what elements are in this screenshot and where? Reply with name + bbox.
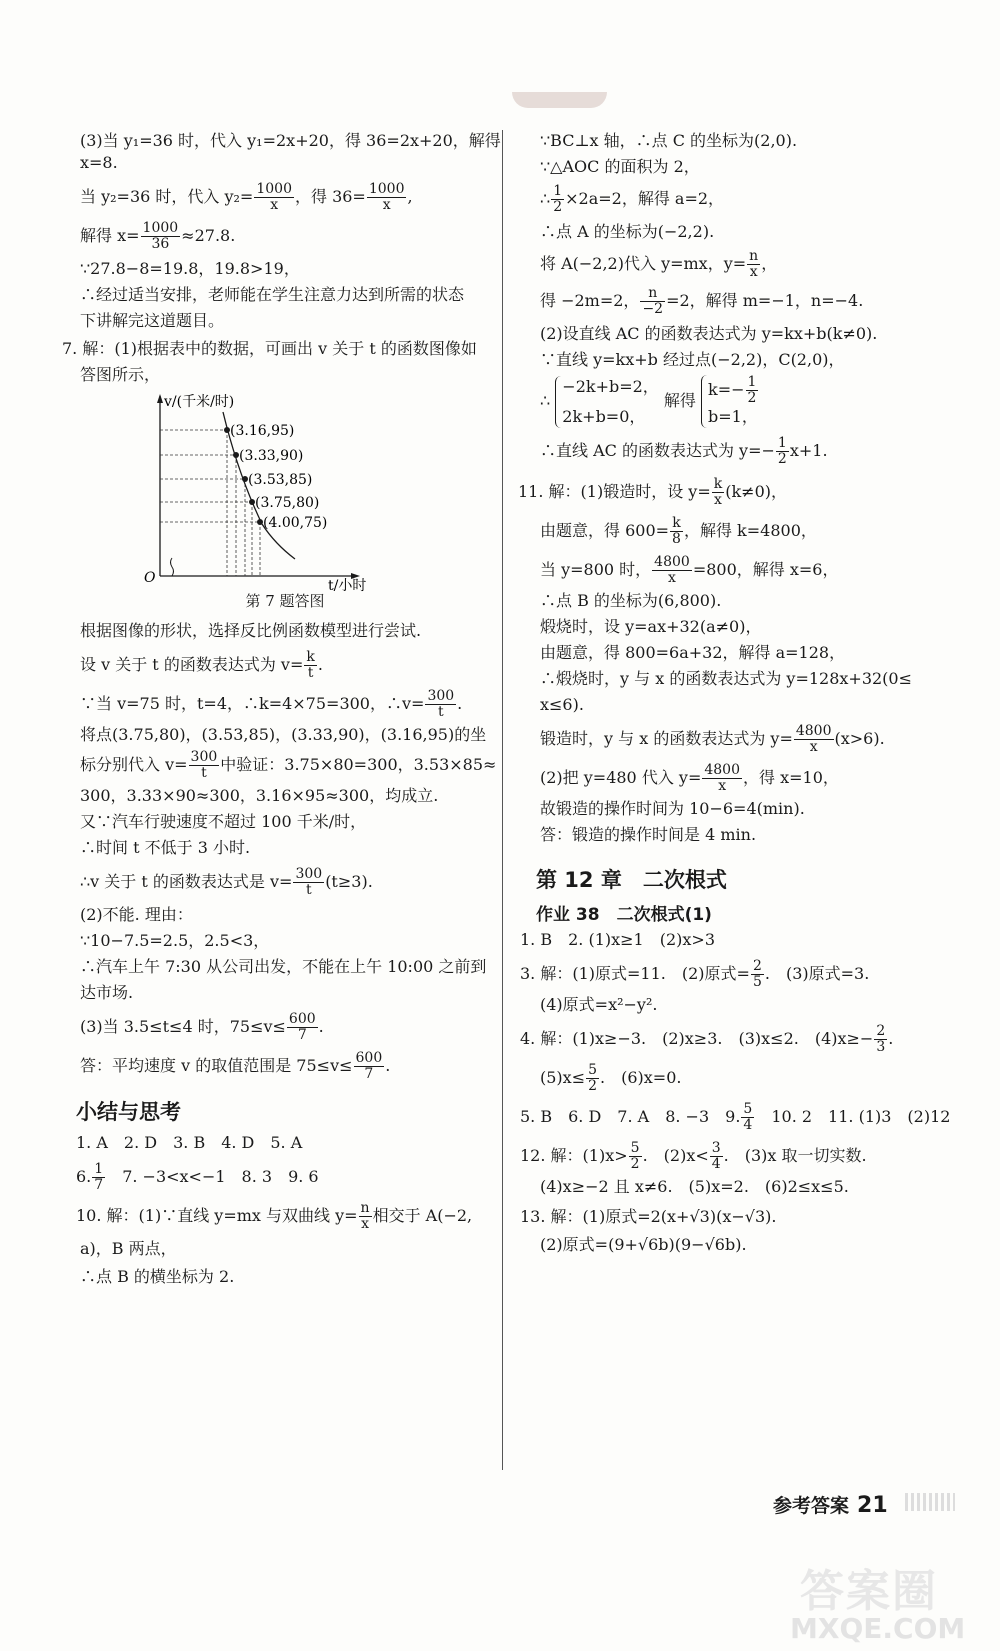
equation: 2k+b=0， (562, 406, 646, 426)
text-line: ∵27.8−8=19.8，19.8>19， (80, 259, 300, 278)
text-line: 1. A 2. D 3. B 4. D 5. A (76, 1133, 303, 1152)
denominator: 3 (876, 1039, 886, 1055)
text-part: (3)当 3.5≤t≤4 时，75≤v≤ (80, 1017, 286, 1036)
numerator: 1 (94, 1161, 104, 1177)
chapter-title: 第 12 章 二次根式 (536, 868, 727, 892)
denominator: 5 (752, 974, 762, 990)
axis-break (171, 558, 174, 576)
fraction (710, 1141, 723, 1172)
fraction (670, 516, 683, 547)
fraction (776, 436, 789, 467)
text-part: 5. B 6. D 7. A 8. −3 9. (520, 1107, 741, 1126)
text-line: 根据图像的形状，选择反比例函数模型进行尝试. (80, 621, 422, 640)
numerator: n (749, 248, 759, 264)
solution: b=1， (708, 407, 758, 426)
fraction (141, 221, 181, 252)
text-part: ， (761, 254, 778, 273)
text-line (76, 1201, 490, 1232)
text-part: 4. 解：(1)x≥−3. (2)x≥3. (3)x≤2. (4)x≥− (520, 1029, 874, 1048)
text-part: (5)x≤ (540, 1068, 586, 1087)
denominator: x (718, 778, 727, 794)
numerator: 3 (711, 1140, 721, 1156)
numerator: 5 (743, 1101, 753, 1117)
fraction (92, 1162, 105, 1193)
denominator: x (668, 570, 676, 586)
brace-left (555, 376, 659, 428)
text-part: 由题意，得 600= (540, 521, 670, 540)
text-line: (4)原式=x²−y². (540, 995, 658, 1014)
text-line (80, 1051, 490, 1082)
text-part: 当 y=800 时， (540, 560, 652, 579)
equation: −2k+b=2， (562, 376, 659, 396)
text-line (80, 221, 490, 252)
text-line (540, 555, 960, 586)
denominator: 2 (588, 1078, 598, 1094)
text-part: (t≥3). (325, 872, 373, 891)
denominator: 4 (743, 1117, 753, 1133)
text-line: 煅烧时，设 y=ax+32(a≠0)， (540, 617, 762, 636)
numerator: 300 (295, 866, 323, 882)
text-line: 又∵汽车行驶速度不超过 100 千米/时， (80, 812, 367, 831)
text-line: 13. 解：(1)原式=2(x+√3)(x−√3). (520, 1207, 777, 1226)
point-label-3: (3.53,85) (248, 472, 313, 488)
text-part: . (888, 1029, 894, 1048)
text-line (540, 1063, 960, 1094)
fraction (293, 867, 324, 898)
text-line (520, 1141, 960, 1172)
text-line (540, 249, 960, 280)
top-decoration (512, 92, 607, 108)
fraction (254, 182, 294, 213)
text-part: , (407, 187, 413, 206)
text-part: k=− (708, 380, 745, 399)
text-part: 3. 解：(1)原式=11. (2)原式= (520, 964, 750, 983)
text-part: 6. (76, 1167, 92, 1186)
text-part: =800，解得 x=6， (692, 560, 839, 579)
numerator: 1 (777, 435, 787, 451)
text-line: ∵△AOC 的面积为 2， (540, 157, 700, 176)
denominator: x (809, 739, 818, 755)
text-part: 11. 解：(1)锻造时，设 y= (518, 482, 711, 501)
denominator: t (307, 665, 314, 681)
text-part: ∵当 v=75 时，t=4，∴k=4×75=300，∴v= (80, 694, 425, 713)
denominator: x (361, 1216, 370, 1232)
text-line: 达市场. (80, 983, 134, 1002)
column-divider (502, 130, 503, 1470)
text-line: (2)设直线 AC 的函数表达式为 y=kx+b(k≠0). (540, 324, 878, 343)
fraction (304, 650, 316, 681)
watermark-url: MXQE.COM (790, 1612, 966, 1645)
fraction (189, 750, 220, 781)
text-part: 答：平均速度 v 的取值范围是 75≤v≤ (80, 1056, 353, 1075)
text-part: . (385, 1056, 391, 1075)
text-part: ∴v 关于 t 的函数表达式是 v= (80, 872, 293, 891)
text-part: 解得 (663, 391, 696, 410)
fraction (874, 1024, 887, 1055)
equation-system (540, 375, 960, 428)
text-line: 下讲解完这道题目。 (80, 311, 225, 330)
text-part: 标分别代入 v= (80, 755, 188, 774)
numerator: 1 (747, 374, 757, 390)
denominator: 2 (553, 199, 563, 215)
text-line: a)，B 两点， (80, 1239, 177, 1258)
fraction (747, 249, 760, 280)
text-part: ∴ (540, 391, 551, 410)
text-part: (k≠0)， (725, 482, 787, 501)
numerator: 1000 (368, 181, 405, 197)
fraction (746, 375, 759, 406)
text-part: 10. 2 11. (1)3 (2)12 (755, 1107, 951, 1126)
fraction (586, 1063, 599, 1094)
numerator: 600 (288, 1011, 316, 1027)
fraction (702, 763, 742, 794)
text-part: (x>6). (834, 729, 885, 748)
text-line (540, 436, 960, 467)
text-line (520, 1024, 960, 1055)
text-part: 当 y₂=36 时，代入 y₂= (80, 187, 254, 206)
text-line: (3)当 y₁=36 时，代入 y₁=2x+20，得 36=2x+20，解得 (80, 131, 501, 150)
text-part: ，得 36= (294, 187, 366, 206)
y-axis-label: v/(千米/时) (164, 394, 235, 410)
denominator: −2 (642, 301, 664, 317)
fraction (640, 286, 665, 317)
point-label-4: (3.75,80) (255, 495, 320, 511)
denominator: t (306, 882, 312, 898)
denominator: 2 (630, 1156, 640, 1172)
text-line (520, 1102, 960, 1133)
text-part: 中验证：3.75×80=300，3.53×85≈ (220, 755, 497, 774)
text-part: ∴ (540, 189, 551, 208)
text-part: . (3)原式=3. (764, 964, 870, 983)
origin-label: O (144, 570, 156, 586)
text-part: 相交于 A(−2, (372, 1206, 473, 1225)
page-footer (773, 1491, 888, 1518)
numerator: k (670, 516, 683, 532)
solution (708, 375, 759, 406)
text-line (540, 184, 960, 215)
numerator: 1000 (142, 220, 179, 236)
point-label-1: (3.16,95) (230, 423, 295, 439)
text-part: ×2a=2，解得 a=2， (565, 189, 725, 208)
denominator: 7 (364, 1066, 374, 1082)
fraction (367, 182, 407, 213)
text-part: 解得 x= (80, 226, 140, 245)
numerator: 4800 (654, 554, 690, 570)
denominator: 7 (297, 1027, 307, 1043)
numerator: 1000 (256, 181, 292, 197)
right-column (518, 130, 960, 1256)
numerator: n (640, 286, 665, 302)
numerator: 5 (630, 1140, 640, 1156)
text-part: 得 −2m=2， (540, 291, 640, 310)
text-part: x+1. (789, 441, 828, 460)
figure-caption: 第 7 题答图 (245, 592, 325, 610)
point-label-2: (3.33,90) (239, 448, 304, 464)
text-part: ≈27.8. (181, 226, 236, 245)
brace-right (701, 375, 759, 428)
text-line: ∴点 B 的横坐标为 2. (80, 1267, 235, 1286)
text-line: ∴点 B 的坐标为(6,800). (540, 591, 722, 610)
section-title: 小结与思考 (76, 1100, 181, 1124)
text-line: (4)x≥−2 且 x≠6. (5)x=2. (6)2≤x≤5. (540, 1177, 849, 1196)
text-part: 设 v 关于 t 的函数表达式为 v= (80, 655, 304, 674)
text-line (80, 650, 490, 681)
fraction (359, 1201, 372, 1232)
denominator: x (714, 492, 722, 508)
text-part: 将 A(−2,2)代入 y=mx，y= (540, 254, 747, 273)
numerator: 2 (876, 1023, 886, 1039)
fraction (425, 689, 456, 720)
numerator: n (360, 1200, 370, 1216)
text-line (76, 1162, 490, 1193)
text-part: ，解得 k=4800， (683, 521, 817, 540)
text-part: 10. 解：(1)∵直线 y=mx 与双曲线 y= (76, 1206, 358, 1225)
text-part: . (2)x< (642, 1146, 709, 1165)
footer-decoration (905, 1493, 955, 1511)
numerator: 1 (553, 183, 563, 199)
numerator: 5 (588, 1062, 598, 1078)
text-line: 1. B 2. (1)x≥1 (2)x>3 (520, 930, 716, 949)
numerator: 300 (427, 688, 455, 704)
point-label-5: (4.00,75) (263, 515, 328, 531)
numerator: 2 (752, 958, 762, 974)
text-line: ∴煅烧时，y 与 x 的函数表达式为 y=128x+32(0≤ (540, 669, 913, 688)
page-number: 21 (857, 1493, 888, 1518)
fraction (354, 1051, 385, 1082)
fraction (741, 1102, 754, 1133)
numerator: k (713, 476, 723, 492)
text-line (540, 763, 960, 794)
text-line: 300，3.33×90≈300，3.16×95≈300，均成立. (80, 786, 439, 805)
text-line (80, 867, 490, 898)
homework-title: 作业 38 二次根式(1) (536, 905, 712, 925)
text-line: x=8. (80, 153, 118, 172)
text-line: ∴经过适当安排，老师能在学生注意力达到所需的状态 (80, 285, 465, 304)
text-part: . (317, 655, 323, 674)
fraction (712, 477, 724, 508)
fraction (287, 1012, 318, 1043)
denominator: x (270, 197, 279, 213)
text-line: x≤6). (540, 695, 584, 714)
text-line: 答图所示， (80, 365, 161, 384)
text-line: 7. 解：(1)根据表中的数据，可画出 v 关于 t 的函数图像如 (62, 339, 477, 358)
numerator: k (306, 649, 315, 665)
fraction (551, 184, 564, 215)
denominator: 36 (151, 236, 170, 252)
text-line: ∵BC⊥x 轴，∴点 C 的坐标为(2,0). (540, 131, 798, 150)
denominator: 8 (672, 531, 681, 547)
text-line (540, 286, 960, 317)
numerator: 4800 (704, 762, 740, 778)
numerator: 600 (355, 1050, 383, 1066)
text-part: . (457, 694, 463, 713)
text-line: ∴时间 t 不低于 3 小时. (80, 838, 251, 857)
text-line (540, 724, 960, 755)
denominator: t (201, 765, 207, 781)
denominator: 2 (777, 451, 787, 467)
text-line (80, 182, 490, 213)
text-part: 7. −3<x<−1 8. 3 9. 6 (106, 1167, 319, 1186)
graph-figure (140, 394, 430, 594)
text-part: =2，解得 m=−1，n=−4. (666, 291, 864, 310)
watermark-logo: 答案圈 (800, 1566, 938, 1617)
text-part: ，得 x=10， (743, 768, 839, 787)
text-part: . (318, 1017, 324, 1036)
text-part: 12. 解：(1)x> (520, 1146, 628, 1165)
denominator: x (382, 197, 391, 213)
text-line (540, 516, 960, 547)
denominator: 7 (94, 1177, 104, 1193)
denominator: 2 (747, 390, 757, 406)
footer-label: 参考答案 (773, 1495, 850, 1517)
text-line: ∴点 A 的坐标为(−2,2). (540, 222, 715, 241)
text-part: (2)把 y=480 代入 y= (540, 768, 702, 787)
fraction (751, 959, 764, 990)
denominator: 4 (711, 1156, 721, 1172)
text-line (80, 1012, 490, 1043)
y-axis-arrow (157, 394, 163, 403)
left-column (62, 130, 501, 1288)
x-axis-label: t/小时 (328, 578, 367, 594)
text-part: . (3)x 取一切实数. (723, 1146, 867, 1165)
text-line (520, 959, 960, 990)
text-line: 答：锻造的操作时间是 4 min. (540, 825, 757, 844)
text-line: ∵10−7.5=2.5，2.5<3， (80, 931, 270, 950)
text-part: . (6)x=0. (600, 1068, 682, 1087)
text-line: 由题意，得 800=6a+32，解得 a=128， (540, 643, 846, 662)
text-line: 将点(3.75,80)，(3.53,85)，(3.33,90)，(3.16,95)的坐 (80, 725, 487, 744)
numerator: 4800 (795, 723, 832, 739)
denominator: t (437, 704, 444, 720)
text-line: ∴汽车上午 7:30 从公司出发，不能在上午 10:00 之前到 (80, 957, 487, 976)
text-part: 锻造时，y 与 x 的函数表达式为 y= (540, 729, 793, 748)
fraction (652, 555, 692, 586)
text-line (80, 689, 490, 720)
text-part: ∴直线 AC 的函数表达式为 y=− (540, 441, 775, 460)
numerator: 300 (190, 749, 218, 765)
fraction (794, 724, 834, 755)
text-line (80, 749, 497, 781)
text-line: 故锻造的操作时间为 10−6=4(min). (540, 799, 805, 818)
denominator: x (749, 264, 758, 280)
fraction (629, 1141, 642, 1172)
text-line: (2)不能. 理由： (80, 905, 193, 924)
text-line (518, 477, 960, 508)
text-line: ∵直线 y=kx+b 经过点(−2,2)，C(2,0)， (540, 350, 845, 369)
text-line: (2)原式=(9+√6b)(9−√6b). (540, 1235, 747, 1254)
